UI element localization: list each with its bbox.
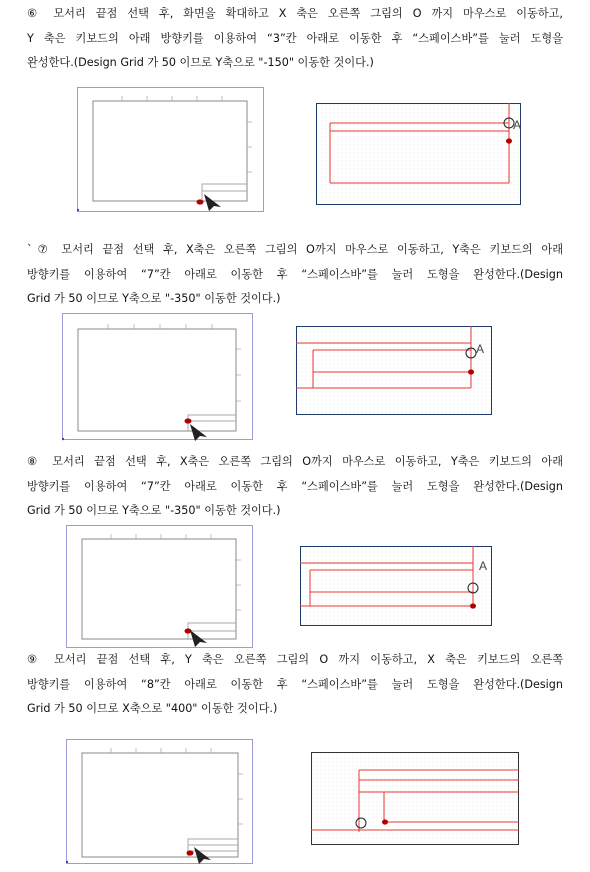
step-9-zoom-figure bbox=[311, 752, 520, 846]
step-8-text bbox=[27, 450, 563, 524]
step-8-line-3: Grid 가 50 이므로 Y축으로 "-350" 이동한 것이다.) bbox=[27, 504, 281, 517]
step-8-line-2: 방향키를 이용하여 “7”칸 아래로 이동한 후 “스페이스바”를 눌러 도형을 완성한다.(Design bbox=[27, 479, 563, 493]
step-6-line-2: Y 축은 키보드의 아래 방향키를 이용하여 “3”칸 아래로 이동한 후 “스페이스바”를 눌러 도형을 bbox=[27, 31, 563, 45]
step-7-sheet-figure bbox=[62, 313, 254, 441]
step-7-line-3: Grid 가 50 이므로 Y축으로 "-350" 이동한 것이다.) bbox=[27, 292, 281, 305]
step-9-line-1: ⑨ 모서리 끝점 선택 후, Y 축은 오른쪽 그림의 O 까지 이동하고, X 축은 키보드의 오른쪽 bbox=[27, 653, 563, 666]
step-9-line-3: Grid 가 50 이므로 X축으로 "400" 이동한 것이다.) bbox=[27, 702, 278, 715]
step-6-zoom-figure bbox=[316, 103, 522, 206]
step-7-line-1: `⑦ 모서리 끝점 선택 후, X축은 오른쪽 그림의 O까지 마우스로 이동하고, Y축은 키보드의 아래 bbox=[27, 243, 563, 256]
step-7-zoom-figure bbox=[296, 326, 493, 416]
step-9-text bbox=[27, 648, 563, 722]
step-6-line-1: ⑥ 모서리 끝점 선택 후, 화면을 확대하고 X 축은 오른쪽 그림의 O 까지 마우스로 이동하고, bbox=[27, 7, 563, 20]
step-8-line-1: ⑧ 모서리 끝점 선택 후, X축은 오른쪽 그림의 O까지 마우스로 이동하고, Y축은 키보드의 아래 bbox=[27, 455, 563, 468]
step-6-text bbox=[27, 2, 563, 76]
step-7-marker-label: A bbox=[476, 342, 485, 356]
step-7-text bbox=[27, 238, 563, 312]
step-8-zoom-figure bbox=[300, 546, 493, 627]
step-6-line-3: 완성한다.(Design Grid 가 50 이므로 Y축으로 "-150" 이동한 것이다.) bbox=[27, 56, 374, 69]
step-6-marker-label: A bbox=[513, 118, 522, 132]
step-7-line-2: 방향키를 이용하여 “7”칸 아래로 이동한 후 “스페이스바”를 눌러 도형을 완성한다.(Design bbox=[27, 267, 563, 281]
step-8-marker-label: A bbox=[479, 559, 488, 573]
step-9-sheet-figure bbox=[66, 739, 254, 865]
step-8-sheet-figure bbox=[66, 525, 254, 649]
step-9-line-2: 방향키를 이용하여 “8”칸 아래로 이동한 후 “스페이스바”를 눌러 도형을 완성한다.(Design bbox=[27, 677, 563, 691]
step-6-sheet-figure bbox=[77, 87, 265, 213]
